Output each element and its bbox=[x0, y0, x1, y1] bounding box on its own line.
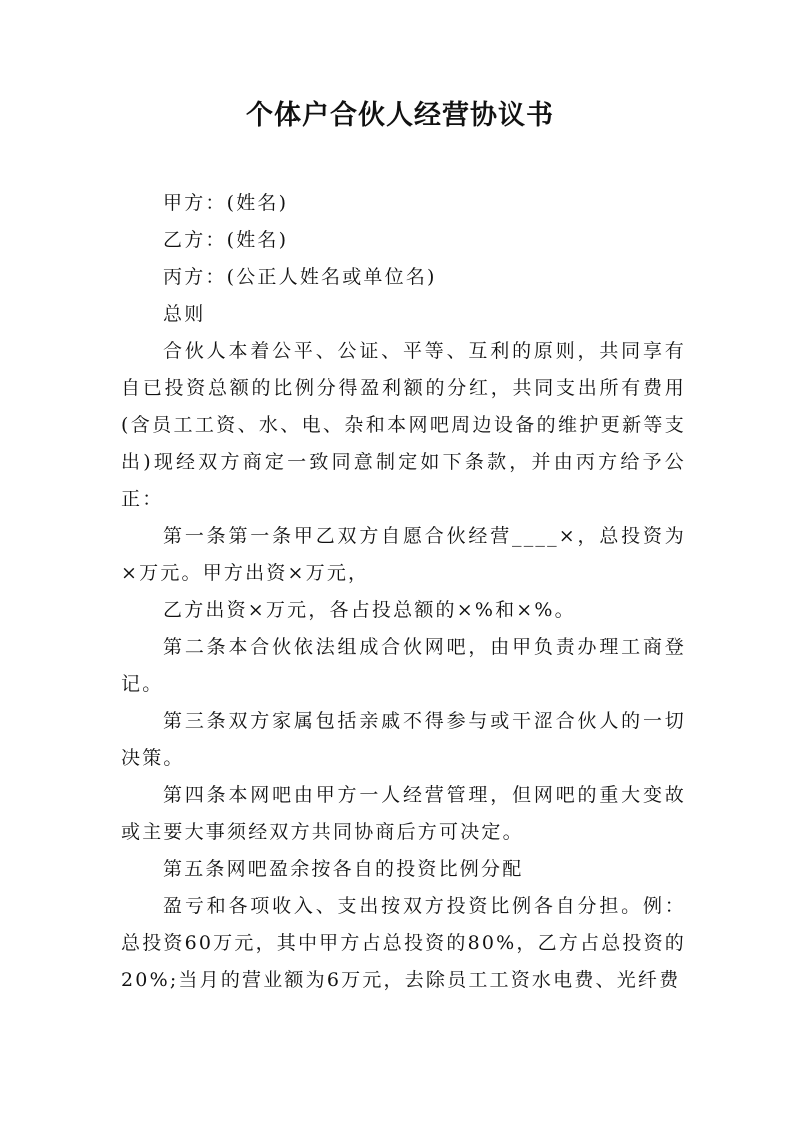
party-a-line: 甲方：(姓名) bbox=[163, 192, 289, 214]
party-c-line: 丙方：(公正人姓名或单位名) bbox=[163, 266, 437, 288]
article-2-paragraph: 第二条本合伙依法组成合伙网吧，由甲负责办理工商登记。 bbox=[121, 636, 686, 695]
general-heading: 总则 bbox=[163, 303, 206, 325]
document-title: 个体户合伙人经营协议书 bbox=[246, 100, 554, 131]
article-3-paragraph: 第三条双方家属包括亲戚不得参与或干涩合伙人的一切决策。 bbox=[121, 710, 686, 769]
document-body bbox=[121, 185, 686, 999]
article-4-paragraph: 第四条本网吧由甲方一人经营管理，但网吧的重大变故或主要大事须经双方共同协商后方可决定。 bbox=[121, 784, 686, 843]
article-1-continuation: 乙方出资×万元，各占投总额的×%和×%。 bbox=[163, 599, 576, 621]
article-1-paragraph: 第一条第一条甲乙双方自愿合伙经营____×，总投资为×万元。甲方出资×万元， bbox=[121, 525, 686, 584]
general-paragraph: 合伙人本着公平、公证、平等、互利的原则，共同享有自已投资总额的比例分得盈利额的分红，共同支出所有费用(含员工工资、水、电、杂和本网吧周边设备的维护更新等支出)现经双方商定一致同意制定如下条款，并由丙方给予公正： bbox=[121, 340, 686, 510]
party-b-line: 乙方：(姓名) bbox=[163, 229, 289, 251]
article-5-heading: 第五条网吧盈余按各自的投资比例分配 bbox=[163, 858, 524, 880]
article-5-paragraph: 盈亏和各项收入、支出按双方投资比例各自分担。例：总投资60万元，其中甲方占总投资的80%，乙方占总投资的20%;当月的营业额为6万元，去除员工工资水电费、光纤费 bbox=[121, 895, 687, 991]
